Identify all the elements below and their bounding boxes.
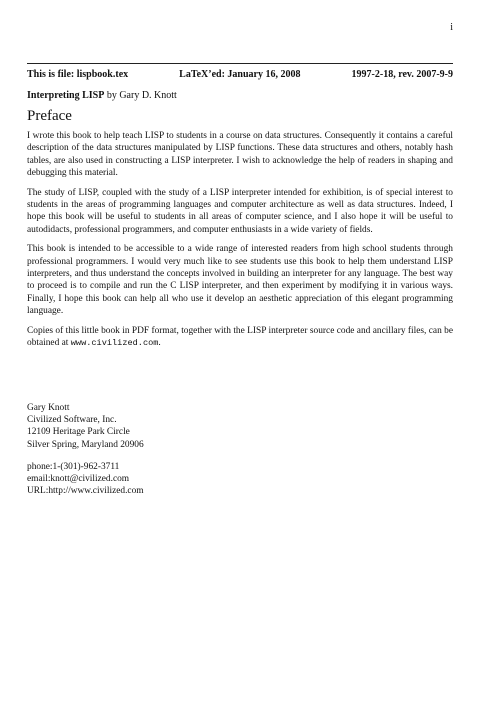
contact-email[interactable]: email:knott@civilized.com — [27, 474, 130, 485]
latex-date-text: ’ed: January 16, 2008 — [208, 69, 301, 80]
header-rule — [27, 63, 453, 64]
copies-paragraph — [27, 325, 453, 350]
contact-url[interactable]: URL:http://www.civilized.com — [27, 486, 144, 497]
contact-company: Civilized Software, Inc. — [27, 415, 117, 426]
latex-logo: LaTeX — [179, 69, 209, 80]
file-label: This is file: lispbook.tex — [27, 69, 129, 80]
latex-date — [179, 69, 300, 80]
book-author: by Gary D. Knott — [104, 90, 177, 101]
preface-body — [27, 130, 453, 357]
book-title: Interpreting LISP — [27, 90, 105, 101]
running-header — [27, 69, 453, 80]
contact-name: Gary Knott — [27, 403, 70, 413]
page-number: i — [450, 22, 453, 33]
section-heading: Preface — [27, 108, 72, 124]
copies-end: . — [158, 337, 161, 348]
website-link[interactable]: www.civilized.com — [70, 337, 159, 348]
revision-label: 1997-2-18, rev. 2007-9-9 — [351, 69, 453, 80]
copies-text: Copies of this little book in PDF format, together with the LISP interpreter source code and ancillary files, can be obtained at — [27, 325, 453, 348]
contact-city: Silver Spring, Maryland 20906 — [27, 439, 144, 450]
byline — [27, 90, 177, 101]
contact-phone: phone:1-(301)-962-3711 — [27, 461, 120, 472]
paragraph: I wrote this book to help teach LISP to students in a course on data structures. Consequently it contains a careful description of the data structures manipulated by LISP functions. These data structures and others, notably hash tables, are also used in constructing a LISP interpreter. I wish to acknowledge the help of readers in shaping and debugging this material. — [27, 131, 453, 178]
paragraph: The study of LISP, coupled with the study of a LISP interpreter intended for exhibition, is of special interest to students in the areas of programming languages and computer architecture as well as data structures. Indeed, I hope this book will be useful to students in all areas of computer science, and I also hope it will be useful to autodidacts, professional programmers, and computer enthusiasts in a wide variety of fields. — [27, 187, 453, 235]
contact-street: 12109 Heritage Park Circle — [27, 427, 130, 438]
contact-spacer — [27, 451, 144, 461]
contact-block — [27, 402, 144, 497]
paragraph: This book is intended to be accessible to a wide range of interested readers from high school students through professional programmers. I would very much like to see students use this book to help them understand LISP interpreters, and thus understand the concepts involved in building an interpreter for any language. The best way to proceed is to compile and run the C LISP interpreter, and then experiment by modifying it in various ways. Finally, I hope this book can help all who use it develop an aesthetic appreciation of this elegant programming language. — [27, 244, 453, 316]
